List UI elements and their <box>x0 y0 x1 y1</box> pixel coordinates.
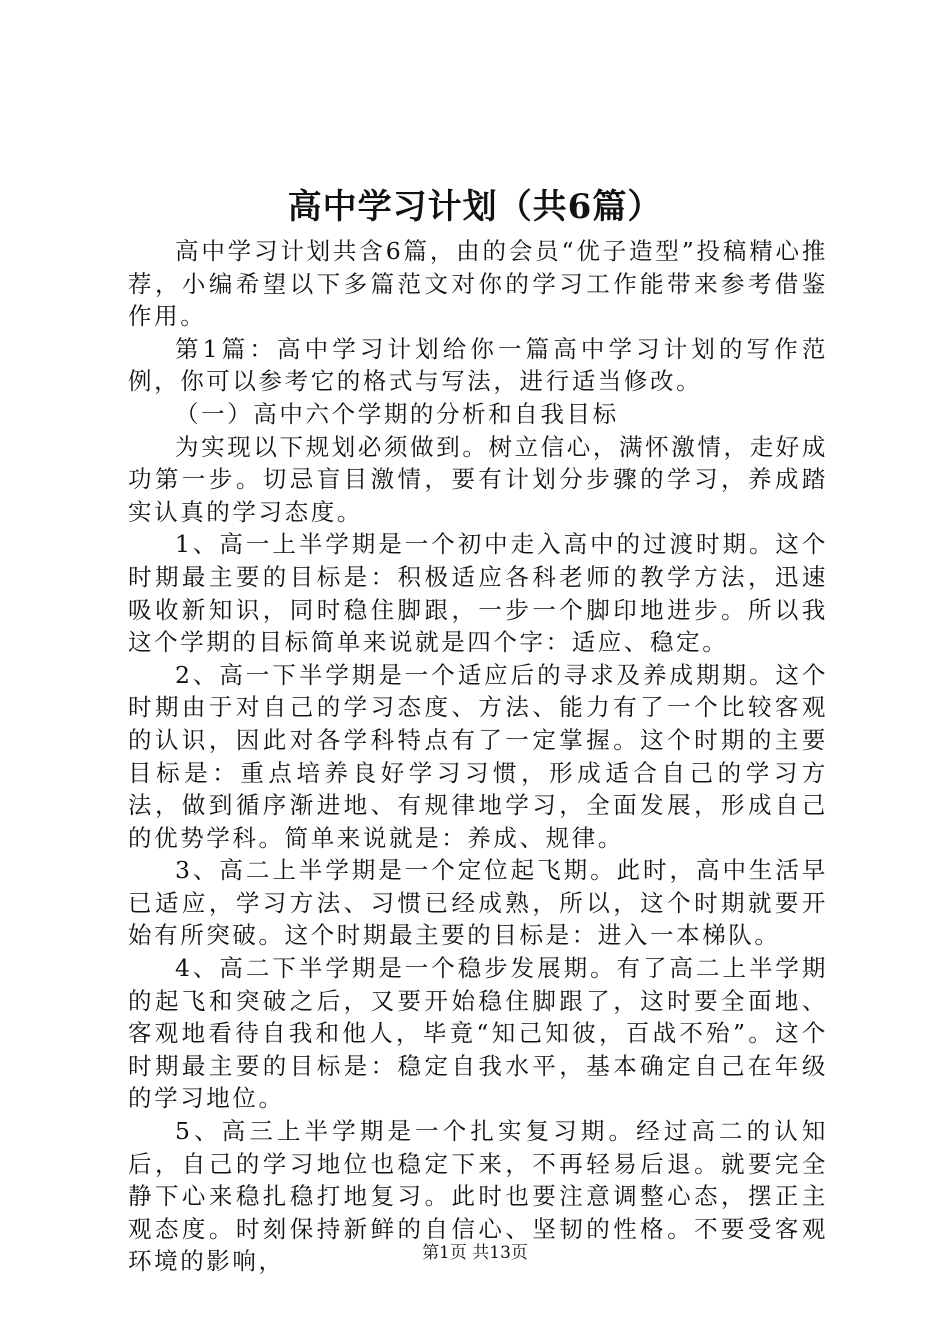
section-heading: （一）高中六个学期的分析和自我目标 <box>175 399 619 428</box>
document-title: 高中学习计划（共6篇） <box>287 187 663 227</box>
paragraph-intro: 高中学习计划共含6篇，由的会员“优子造型”投稿精心推荐，小编希望以下多篇范文对你的学习工作能带来参考借鉴作用。 <box>128 237 828 331</box>
paragraph-part-1: 第1篇：高中学习计划给你一篇高中学习计划的写作范例，你可以参考它的格式与写法，进行适当修改。 <box>128 334 828 396</box>
paragraph-semester-4: 4、高二下半学期是一个稳步发展期。有了高二上半学期的起飞和突破之后，又要开始稳住脚跟了，这时要全面地、客观地看待自我和他人，毕竟“知己知彼，百战不殆”。这个时期最主要的目标是：稳定自我水平，基本确定自己在年级的学习地位。 <box>128 954 828 1113</box>
document-body <box>128 235 828 1278</box>
paragraph-semester-2: 2、高一下半学期是一个适应后的寻求及养成期期。这个时期由于对自己的学习态度、方法、能力有了一个比较客观的认识，因此对各学科特点有了一定掌握。这个时期的主要目标是：重点培养良好学习习惯，形成适合自己的学习方法，做到循序渐进地、有规律地学习，全面发展，形成自己的优势学科。简单来说就是：养成、规律。 <box>128 660 828 852</box>
paragraph-semester-1: 1、高一上半学期是一个初中走入高中的过渡时期。这个时期最主要的目标是：积极适应各科老师的教学方法，迅速吸收新知识，同时稳住脚跟，一步一个脚印地进步。所以我这个学期的目标简单来说就是四个字：适应、稳定。 <box>128 530 828 657</box>
paragraph-requirements: 为实现以下规划必须做到。树立信心，满怀激情，走好成功第一步。切忌盲目激情，要有计划分步骤的学习，养成踏实认真的学习态度。 <box>128 432 828 526</box>
paragraph-semester-5: 5、高三上半学期是一个扎实复习期。经过高二的认知后，自己的学习地位也稳定下来，不再轻易后退。就要完全静下心来稳扎稳打地复习。此时也要注意调整心态，摆正主观态度。时刻保持新鲜的自信心、坚韧的性格。不要受客观环境的影响， <box>128 1117 828 1276</box>
paragraph-semester-3: 3、高二上半学期是一个定位起飞期。此时，高中生活早已适应，学习方法、习惯已经成熟，所以，这个时期就要开始有所突破。这个时期最主要的目标是：进入一本梯队。 <box>128 856 828 950</box>
page-number-footer: 第1页 共13页 <box>422 1243 528 1263</box>
